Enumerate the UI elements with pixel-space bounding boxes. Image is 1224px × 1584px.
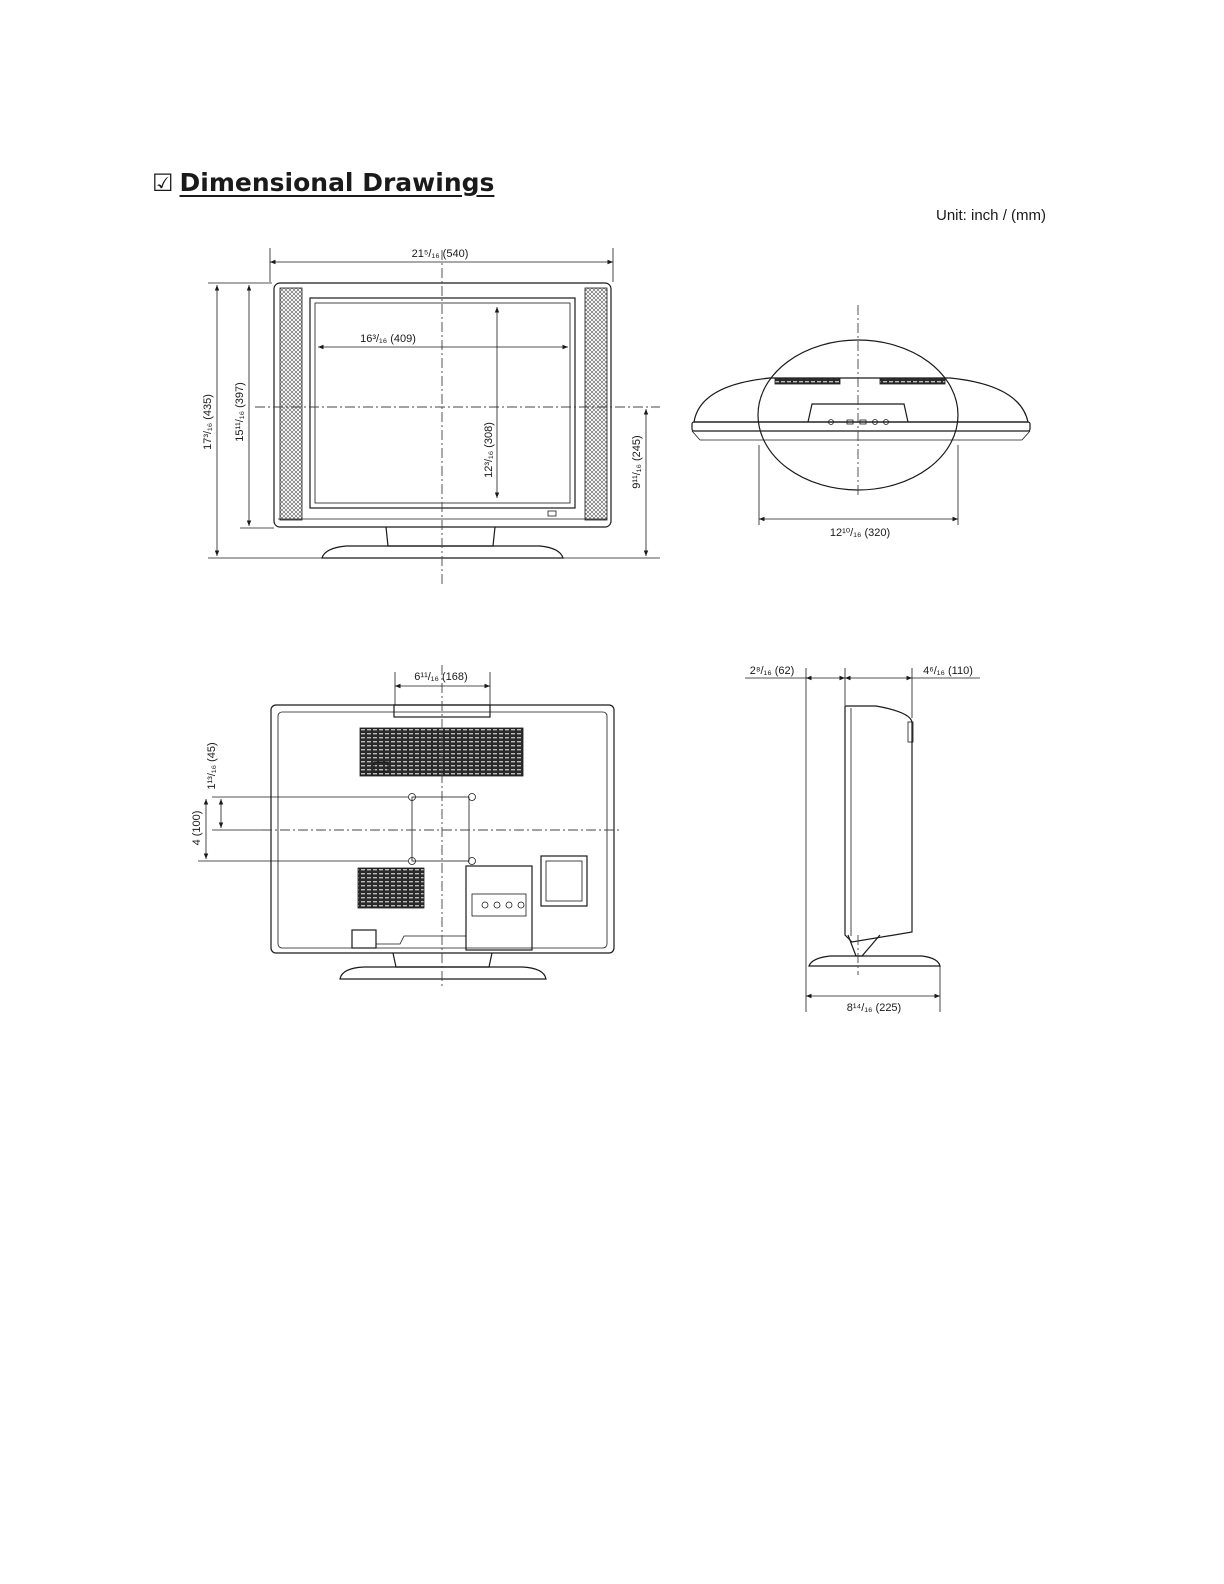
- side-connector-inner: [546, 861, 582, 901]
- dim-mount-width-label: 6¹¹/₁₆ (168): [414, 671, 468, 683]
- top-vent-right: [880, 378, 945, 384]
- dim-cabinet-depth-label: 4⁶/₁₆ (110): [923, 665, 973, 677]
- rear-vent-upper: [360, 728, 523, 776]
- dim-overall-width-label: 21⁵/₁₆ (540): [411, 248, 469, 260]
- title-text: Dimensional Drawings: [179, 168, 495, 197]
- dim-mount-height-label: 4 (100): [191, 810, 203, 846]
- tv-edge-corners: [692, 431, 1030, 440]
- screen-outer: [310, 298, 575, 508]
- dim-stand-depth-label: 8¹⁴/₁₆ (225): [846, 1002, 902, 1014]
- dim-overall-height-label: 17³/₁₆ (435): [202, 394, 214, 450]
- power-inlet: [352, 930, 376, 948]
- left-speaker-grille: [280, 288, 302, 520]
- front-logo: [548, 511, 556, 516]
- jack: [482, 902, 488, 908]
- dim-screen-width-label: 16³/₁₆ (409): [360, 333, 416, 345]
- vesa-screw-hole: [469, 794, 476, 801]
- vesa-screw-hole: [469, 858, 476, 865]
- dim-center-height-label: 9¹¹/₁₆ (245): [631, 435, 643, 489]
- checkbox-icon: ☑: [152, 168, 174, 197]
- tv-front-edge: [692, 422, 1030, 431]
- side-connector-cover: [541, 856, 587, 906]
- side-stand-base: [809, 956, 940, 966]
- dim-screen-height-label: 12³/₁₆ (308): [483, 422, 495, 478]
- dim-stand-width-label: 12¹⁰/₁₆ (320): [829, 527, 891, 539]
- rear-view: [191, 665, 622, 988]
- front-view: [202, 248, 660, 585]
- dim-cabinet-height-label: 15¹¹/₁₆ (397): [234, 382, 246, 442]
- rear-stand-neck: [393, 953, 492, 967]
- jack: [518, 902, 524, 908]
- dim-mount-offset-label: 1¹³/₁₆ (45): [206, 742, 218, 790]
- vesa-mount-area: [412, 797, 469, 861]
- stand-neck: [386, 527, 495, 546]
- rear-stand-base: [340, 967, 546, 979]
- screen-inner: [315, 303, 570, 503]
- jack: [494, 902, 500, 908]
- rear-vent-lower: [358, 868, 424, 908]
- tv-top-body: [694, 378, 1028, 422]
- top-view: [692, 305, 1030, 539]
- tv-side-body: [845, 706, 912, 942]
- cable-channel: [376, 936, 466, 944]
- unit-note: Unit: inch / (mm): [936, 207, 1047, 224]
- dim-front-depth-label: 2⁸/₁₆ (62): [749, 665, 795, 677]
- tv-front-bezel: [274, 283, 611, 527]
- jack: [506, 902, 512, 908]
- side-view: [745, 665, 980, 1014]
- top-vent-left: [775, 378, 840, 384]
- stand-base: [322, 546, 563, 558]
- right-speaker-grille: [585, 288, 607, 520]
